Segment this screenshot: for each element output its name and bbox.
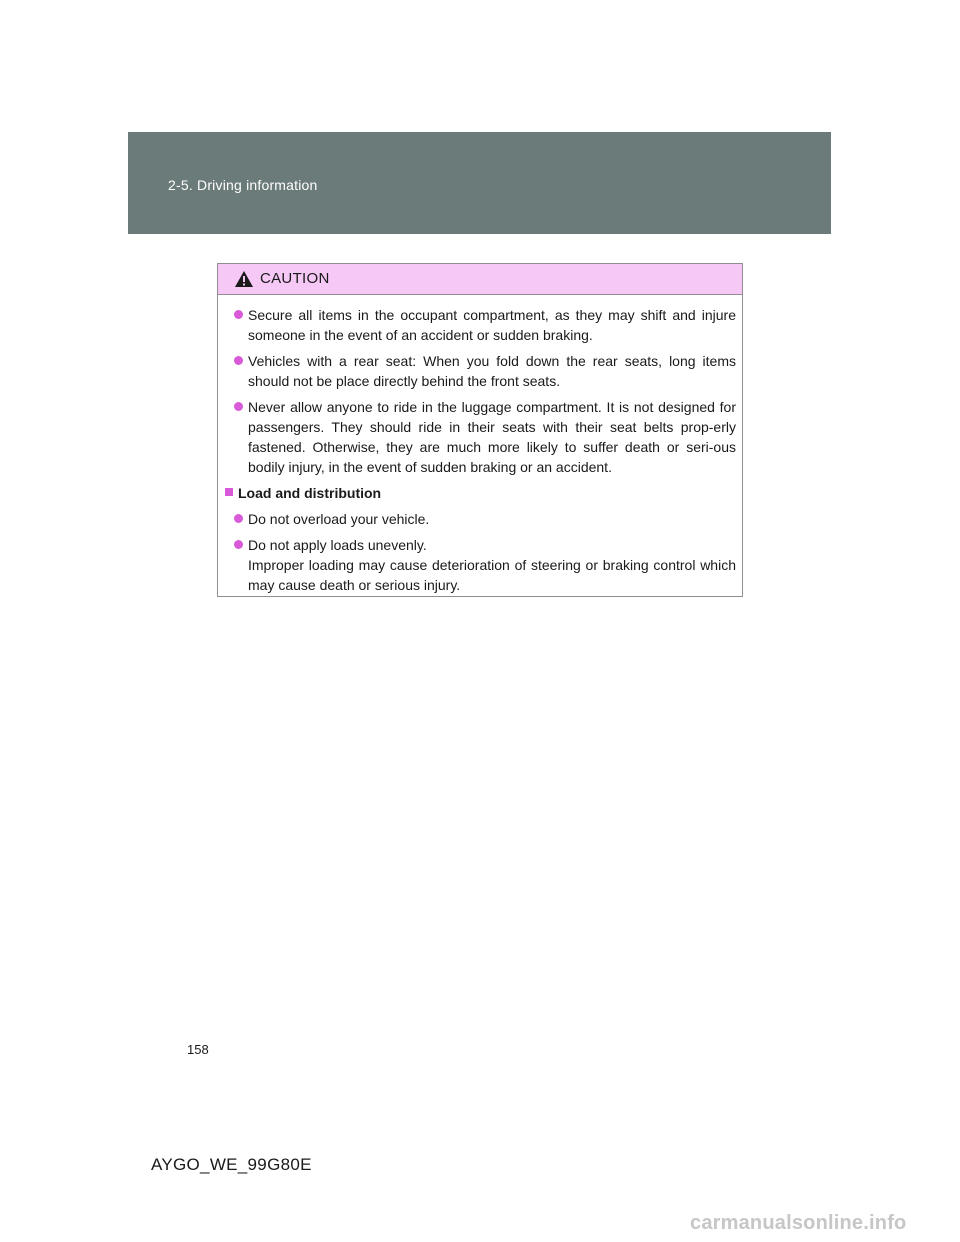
caution-item: [224, 351, 736, 391]
caution-sub-item: [224, 509, 736, 529]
bullet-square-icon: [225, 488, 233, 496]
bullet-dot-icon: [234, 402, 243, 411]
caution-body: [218, 295, 742, 595]
caution-header: [218, 264, 742, 295]
caution-item: [224, 305, 736, 345]
bullet-dot-icon: [234, 356, 243, 365]
warning-triangle-icon: [234, 270, 254, 288]
watermark: carmanualsonline.info: [690, 1212, 907, 1234]
caution-sub-item-text: Do not overload your vehicle.: [248, 511, 430, 527]
caution-item-text: Never allow anyone to ride in the luggage compartment. It is not designed for passengers. They should ride in their seats with their seat belts prop-erly fastened. Otherwise, they are much more likely to suffer death or seri-ous bodily injury, in the event of sudden braking or an accident.: [248, 399, 736, 475]
caution-sub-item-detail: Improper loading may cause deterioration of steering or braking control which may cause death or serious injury.: [248, 557, 736, 593]
bullet-dot-icon: [234, 540, 243, 549]
section-title: 2-5. Driving information: [168, 177, 318, 193]
caution-subheading-text: Load and distribution: [238, 485, 382, 501]
page-number: 158: [187, 1042, 209, 1057]
caution-item: [224, 397, 736, 477]
section-header-band: [128, 132, 831, 234]
bullet-dot-icon: [234, 310, 243, 319]
caution-item-text: Secure all items in the occupant compartment, as they may shift and injure someone in the event of an accident or sudden braking.: [248, 307, 736, 343]
caution-subheading: [224, 483, 736, 503]
caution-sub-item-text: Do not apply loads unevenly.: [248, 537, 427, 553]
document-code: AYGO_WE_99G80E: [151, 1155, 312, 1174]
caution-sub-item: [224, 535, 736, 595]
caution-label: CAUTION: [260, 270, 330, 287]
caution-item-text: Vehicles with a rear seat: When you fold down the rear seats, long items should not be place directly behind the front seats.: [248, 353, 736, 389]
bullet-dot-icon: [234, 514, 243, 523]
caution-box: [217, 263, 743, 597]
